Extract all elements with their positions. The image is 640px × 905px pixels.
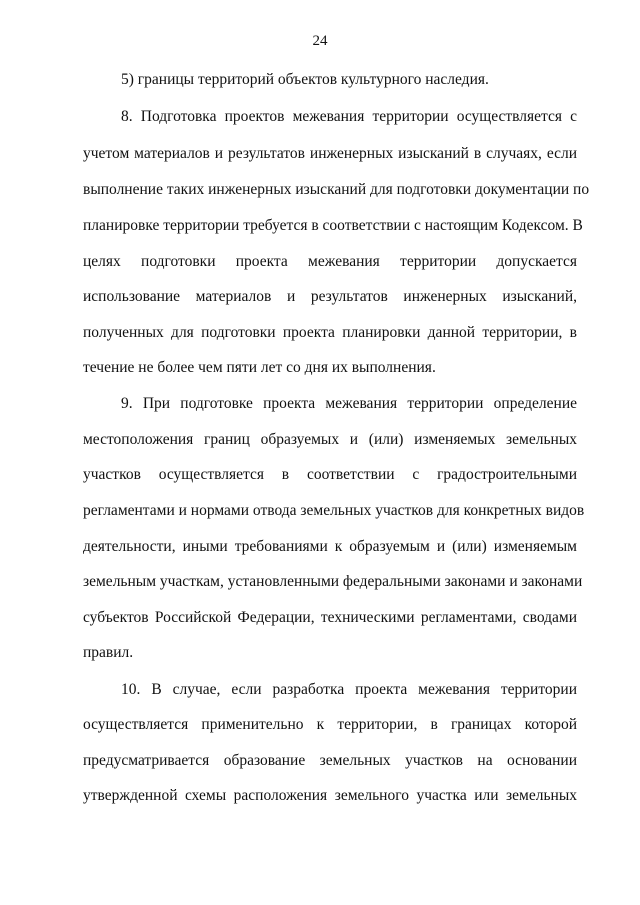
text-line: регламентами и нормами отвода земельных участков для конкретных видов	[83, 502, 585, 519]
paragraph-8-first-line: 8. Подготовка проектов межевания территории осуществляется с	[121, 108, 577, 125]
text-line: земельным участкам, установленными федеральными законами и законами	[83, 573, 583, 590]
text-line: предусматривается образование земельных участков на основании	[83, 752, 577, 769]
text-line: правил.	[83, 644, 134, 661]
text-line: использование материалов и результатов инженерных изысканий,	[83, 288, 577, 305]
text-line: целях подготовки проекта межевания территории допускается	[83, 253, 577, 270]
text-line: течение не более чем пяти лет со дня их выполнения.	[83, 359, 436, 376]
paragraph-10-first-line: 10. В случае, если разработка проекта межевания территории	[121, 681, 577, 698]
text-line: утвержденной схемы расположения земельного участка или земельных	[83, 787, 577, 804]
text-line: полученных для подготовки проекта планировки данной территории, в	[83, 324, 577, 341]
text-line: субъектов Российской Федерации, техническими регламентами, сводами	[83, 609, 577, 626]
text-line: деятельности, иными требованиями к образуемым и (или) изменяемым	[83, 538, 577, 555]
paragraph-9-first-line: 9. При подготовке проекта межевания территории определение	[121, 395, 577, 412]
text-line: 5) границы территорий объектов культурного наследия.	[121, 71, 489, 88]
text-line: осуществляется применительно к территории, в границах которой	[83, 716, 577, 733]
text-line: участков осуществляется в соответствии с градостроительными	[83, 466, 577, 483]
text-line: учетом материалов и результатов инженерных изысканий в случаях, если	[83, 145, 577, 162]
text-line: выполнение таких инженерных изысканий для подготовки документации по	[83, 181, 590, 198]
page-number: 24	[312, 33, 328, 49]
text-line: местоположения границ образуемых и (или) изменяемых земельных	[83, 431, 577, 448]
text-line: планировке территории требуется в соответствии с настоящим Кодексом. В	[83, 217, 583, 234]
